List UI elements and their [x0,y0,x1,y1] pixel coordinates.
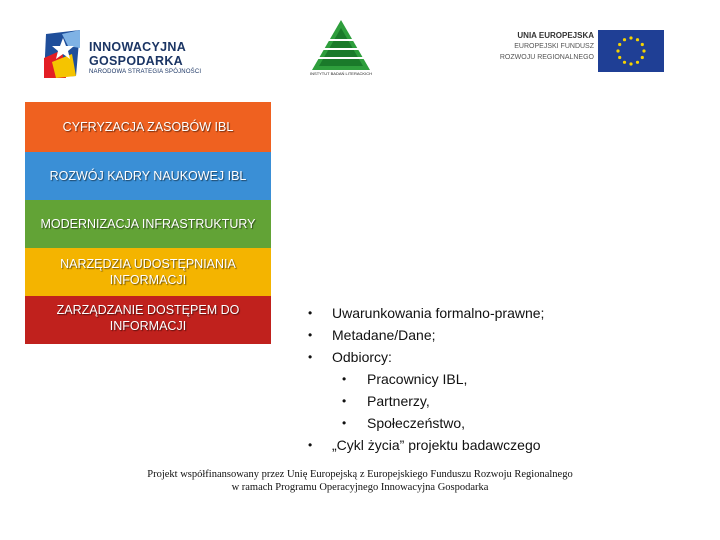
list-item-text: „Cykl życia” projektu badawczego [332,437,541,453]
unia-europejska-logo [494,30,666,74]
bullet-icon: • [342,416,347,430]
menu-item-label: MODERNIZACJA INFRASTRUKTURY [40,217,256,231]
eu-flag-icon [598,30,664,72]
ig-title-line2: GOSPODARKA [89,54,183,68]
innowacyjna-gospodarka-emblem-icon [42,28,82,80]
bullet-icon: • [342,394,347,408]
ibl-logo [308,18,374,80]
ue-line1: UNIA EUROPEJSKA [517,31,594,40]
sub-list-item-text: Partnerzy, [367,393,430,409]
menu-item-cyfryzacja[interactable] [25,102,271,152]
menu-item-label: CYFRYZACJA ZASOBÓW IBL [62,120,234,134]
list-item-text: Uwarunkowania formalno-prawne; [332,305,545,321]
menu-item-zarzadzanie[interactable] [25,296,271,344]
ibl-logo-caption: INSTYTUT BADAŃ LITERACKICH [310,71,372,76]
pyramid-logo-icon [308,18,374,72]
ue-line2: EUROPEJSKI FUNDUSZ [514,43,594,50]
bullet-icon: • [308,350,313,364]
menu-item-label: ZARZĄDZANIE DOSTĘPEM DO INFORMACJI [56,303,240,333]
ig-title-line1: INNOWACYJNA [89,40,187,54]
menu-item-rozwoj-kadry[interactable] [25,152,271,200]
bullet-icon: • [308,306,313,320]
sub-list-item-text: Pracownicy IBL, [367,371,468,387]
footer-line2: w ramach Programu Operacyjnego Innowacyjna Gospodarka [231,482,489,493]
bullet-icon: • [308,328,313,342]
ig-subtitle: NARODOWA STRATEGIA SPÓJNOŚCI [89,69,202,75]
bullet-icon: • [342,372,347,386]
innowacyjna-gospodarka-logo [42,26,222,86]
menu-item-label: NARZĘDZIA UDOSTĘPNIANIA INFORMACJI [60,257,236,287]
menu-item-narzedzia[interactable] [25,248,271,296]
sub-list-item-text: Społeczeństwo, [367,415,466,431]
list-item-text: Metadane/Dane; [332,327,436,343]
bullet-icon: • [308,438,313,452]
footer-note [100,468,620,494]
list-item-text: Odbiorcy: [332,349,392,365]
menu-item-modernizacja[interactable] [25,200,271,248]
menu-item-label: ROZWÓJ KADRY NAUKOWEJ IBL [49,169,247,183]
footer-line1: Projekt współfinansowany przez Unię Europejską z Europejskiego Funduszu Rozwoju Regionalnego [147,469,573,480]
ue-line3: ROZWOJU REGIONALNEGO [499,54,594,61]
